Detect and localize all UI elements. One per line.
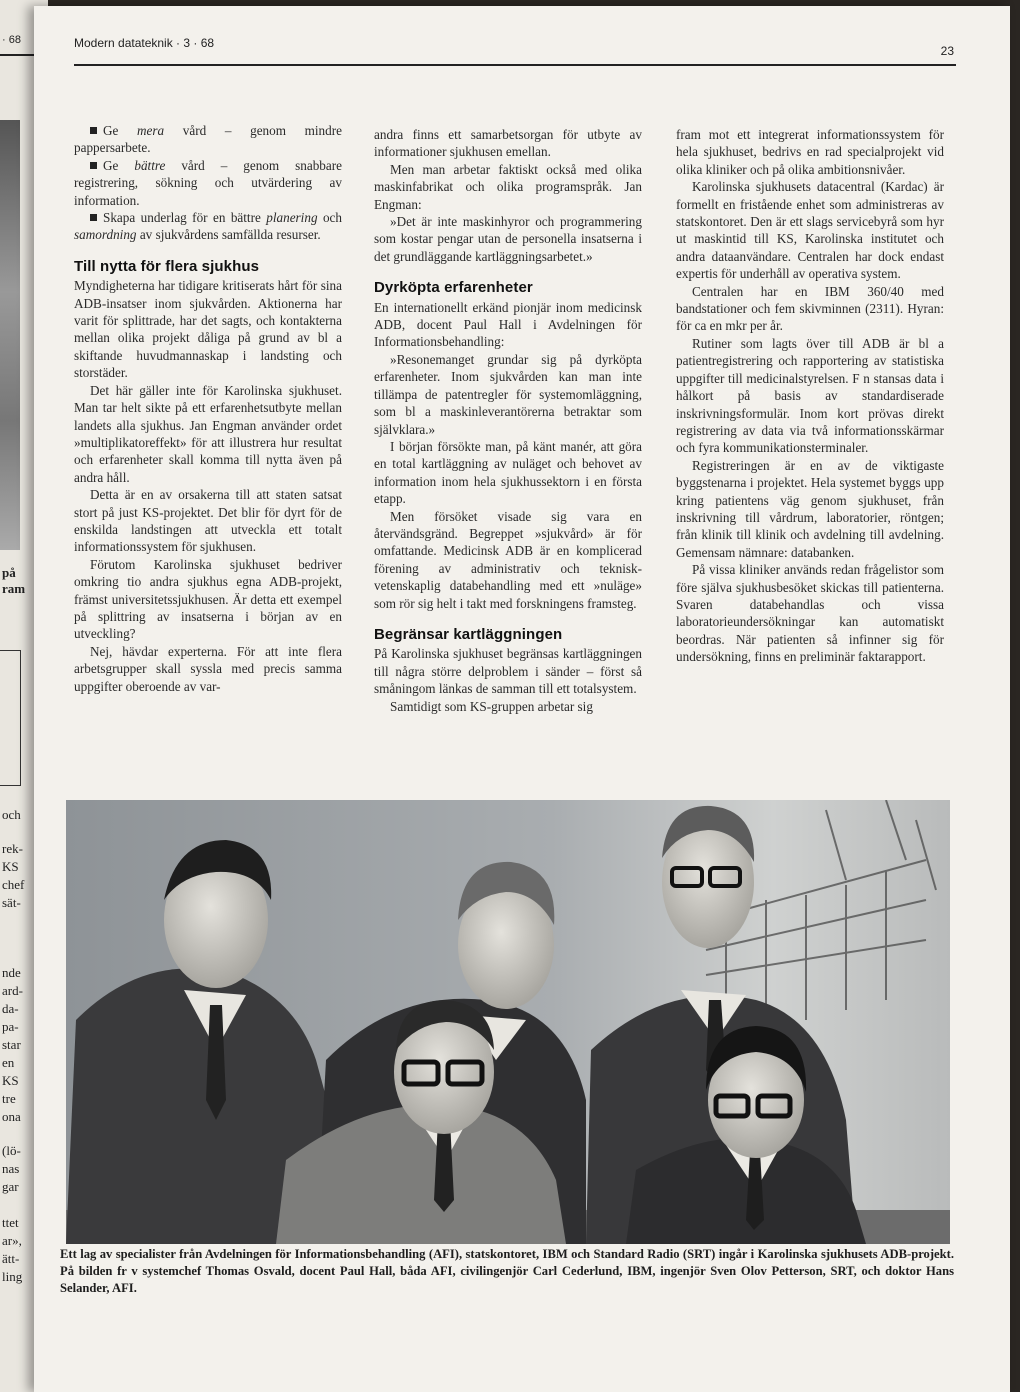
previous-page-fragment: ar»,	[2, 1233, 22, 1248]
body-paragraph: Karolinska sjukhusets datacentral (Kardac) är formellt en fristående enhet som administreras av statskontoret. Den är ett slags servicebyrå som hyr ut maskintid till KS, Karolinska institutet och andra dataanvändare. Centralen har dock endast expertis för underhåll av operativa system.	[676, 179, 944, 282]
photo-caption: Ett lag av specialister från Avdelningen för Informationsbehandling (AFI), statskontoret, IBM och Standard Radio (SRT) ingår i Karolinska sjukhusets ADB-projekt. På bilden fr v systemchef Thomas Osvald, docent Paul Hall, båda AFI, civilingenjör Carl Cederlund, IBM, ingenjör Sven Olov Petterson, SRT, och doktor Hans Selander, AFI.	[60, 1247, 954, 1295]
page-number: 23	[940, 44, 954, 58]
previous-page-fragment: pa-	[2, 1019, 19, 1034]
previous-page-fragment: nde	[2, 965, 21, 980]
body-paragraph: Men försöket visade sig vara en återvändsgränd. Begreppet »sjukvård» är för omfattande. Medicinsk ADB är en komplicerad förening av administrativ och teknisk-vetenskaplig databehandling med ett »nuläge» som rör sig helt i takt med forskningens framsteg.	[374, 508, 642, 611]
previous-page-fragment: ling	[2, 1269, 23, 1284]
section-heading: Dyrköpta erfarenheter	[374, 279, 533, 297]
body-paragraph: Samtidigt som KS-gruppen arbetar sig	[390, 698, 593, 714]
body-paragraph: Förutom Karolinska sjukhuset bedriver omkring tio andra sjukhus egna ADB-projekt, främst universitetssjukhusen. Är detta ett exempel på splittring av insatserna i början av en utveckling?	[74, 556, 342, 642]
body-paragraph: På vissa kliniker används redan frågelistor som före själva sjukhusbesöket skickas till patienterna. Svaren databehandlas och vissa laboratorieundersökningar kan automatiskt beordras. När patienten så infinner sig för undersökning, finns en preliminär faktarapport.	[676, 562, 944, 665]
previous-page-box	[0, 650, 21, 786]
bullet-square-icon	[90, 127, 97, 134]
previous-page-fragment: ram	[2, 581, 26, 596]
body-paragraph: Registreringen är en av de viktigaste byggstenarna i projektet. Hela systemet byggs upp kring patientens väg genom sjukhuset, från inskrivning till vårdrum, laboratorier, röntgen; från klinik till klinik och avdelning till avdelning. Gemensam nämnare: databanken.	[676, 457, 944, 560]
previous-page-fragment: ard-	[2, 983, 23, 998]
previous-page-photo	[0, 120, 20, 550]
previous-page-fragment: på	[2, 565, 16, 580]
section-heading: Till nytta för flera sjukhus	[74, 257, 260, 275]
previous-page-fragment: sät-	[2, 895, 21, 910]
body-paragraph: Detta är en av orsakerna till att staten satsat stort på just KS-projektet. Det blir för dyrt för de enskilda landstingen att utveckla ett totalt informationssystem för sjukhusen.	[74, 487, 342, 555]
previous-page-fragment: rek-	[2, 841, 23, 856]
group-photograph	[66, 800, 950, 1244]
previous-page-fragment: och	[2, 807, 21, 822]
body-paragraph: Nej, hävdar experterna. För att inte flera arbetsgrupper skall syssla med precis samma uppgifter oberoende av var-	[74, 643, 342, 694]
bullet-item: Skapa underlag för en bättre planering och samordning av sjukvårdens samfällda resurser.	[74, 210, 342, 243]
previous-page-fragment: star	[2, 1037, 21, 1052]
body-paragraph: Men man arbetar faktiskt också med olika maskinfabrikat och olika programspråk. Jan Engman:	[374, 161, 642, 212]
previous-page-fragment: en	[2, 1055, 15, 1070]
body-paragraph: En internationellt erkänd pionjär inom medicinsk ADB, docent Paul Hall i Avdelningen för Informationsbehandling:	[374, 299, 642, 350]
body-paragraph: På Karolinska sjukhuset begränsas kartläggningen till några större delproblem i sänder – först så småningom länkas de samman till ett totalsystem.	[374, 646, 642, 697]
magazine-page	[34, 6, 1010, 1392]
previous-page-fragment: tre	[2, 1091, 16, 1106]
section-heading: Begränsar kartläggningen	[374, 625, 563, 643]
text-column-3	[676, 126, 944, 666]
body-paragraph: Rutiner som lagts över till ADB är bl a patientregistrering och rapportering av statistiska uppgifter till medicinalstyrelsen. F n stansas data i hålkort på basis av standardiserade inskrivningsformulär. Inom kort prövas direkt registrering av data via två informationsskärmar och fyra kommunikationsterminaler.	[676, 335, 944, 456]
body-paragraph: Centralen har en IBM 360/40 med bandstationer och fem skivminnen (2311). Hyran: för ca en mkr per år.	[676, 283, 944, 334]
bullet-item: Ge bättre vård – genom snabbare registrering, sökning och utvärdering av information.	[74, 157, 342, 208]
body-paragraph: »Resonemanget grundar sig på dyrköpta erfarenheter. Inom sjukvården kan man inte tillämpa de patentregler för systemomläggning, som bl a maskinleverantörerna betraktar som självklara.»	[374, 351, 642, 437]
bullet-square-icon	[90, 214, 97, 221]
previous-page-fragment: ätt-	[2, 1251, 20, 1266]
text-column-1	[74, 122, 342, 695]
body-paragraph: Myndigheterna har tidigare kritiserats hårt för sina ADB-insatser inom sjukvården. Aktionerna har varit för splittrade, har det sagts, och kontakterna mellan olika projekt dåliga på grund av bl a skiftande huvudmannaskap i landsting och storstäder.	[74, 278, 342, 381]
previous-page-fragment: ttet	[2, 1215, 19, 1230]
header-rule	[74, 64, 956, 66]
photo-illustration	[66, 800, 950, 1244]
previous-page-fragment: (lö-	[2, 1143, 21, 1158]
previous-page-fragment: gar	[2, 1179, 19, 1194]
previous-page-fragment: da-	[2, 1001, 19, 1016]
previous-page-fragment: ona	[2, 1109, 21, 1124]
previous-page-fragment: chef	[2, 877, 25, 892]
previous-page-folio: · 68	[2, 34, 21, 46]
text-column-2	[374, 126, 642, 715]
previous-page-fragment: KS	[2, 1073, 19, 1088]
running-header	[74, 36, 954, 64]
body-paragraph: Det här gäller inte för Karolinska sjukhuset. Man tar helt sikte på ett erfarenhetsutbyte mellan landets alla sjukhus. Jan Engman använder ordet »multiplikatoreffekt» för att illustrera hur resultat och erfarenheter skall komma till nytta även på andra håll.	[74, 382, 342, 485]
body-paragraph: »Det är inte maskinhyror och programmering som kostar pengar utan de personella insatserna i det grundläggande kartläggningsarbetet.»	[374, 214, 642, 264]
publication-title: Modern datateknik · 3 · 68	[74, 36, 215, 50]
previous-page-fragment: KS	[2, 859, 19, 874]
previous-page-fragment: nas	[2, 1161, 20, 1176]
bullet-square-icon	[90, 162, 97, 169]
body-paragraph: andra finns ett samarbetsorgan för utbyte av informationer sjukhusen emellan.	[374, 127, 642, 160]
body-paragraph: I början försökte man, på känt manér, att göra en total kartläggning av nuläget och behovet av information inom hela sjukhussektorn i en första etapp.	[374, 438, 642, 507]
bullet-item: Ge mera vård – genom mindre pappersarbete.	[74, 123, 342, 156]
body-paragraph: fram mot ett integrerat informationssystem för hela sjukhuset, bedrivs en rad specialprojekt vid olika kliniker och på olika ambitionsnivåer.	[676, 127, 944, 177]
